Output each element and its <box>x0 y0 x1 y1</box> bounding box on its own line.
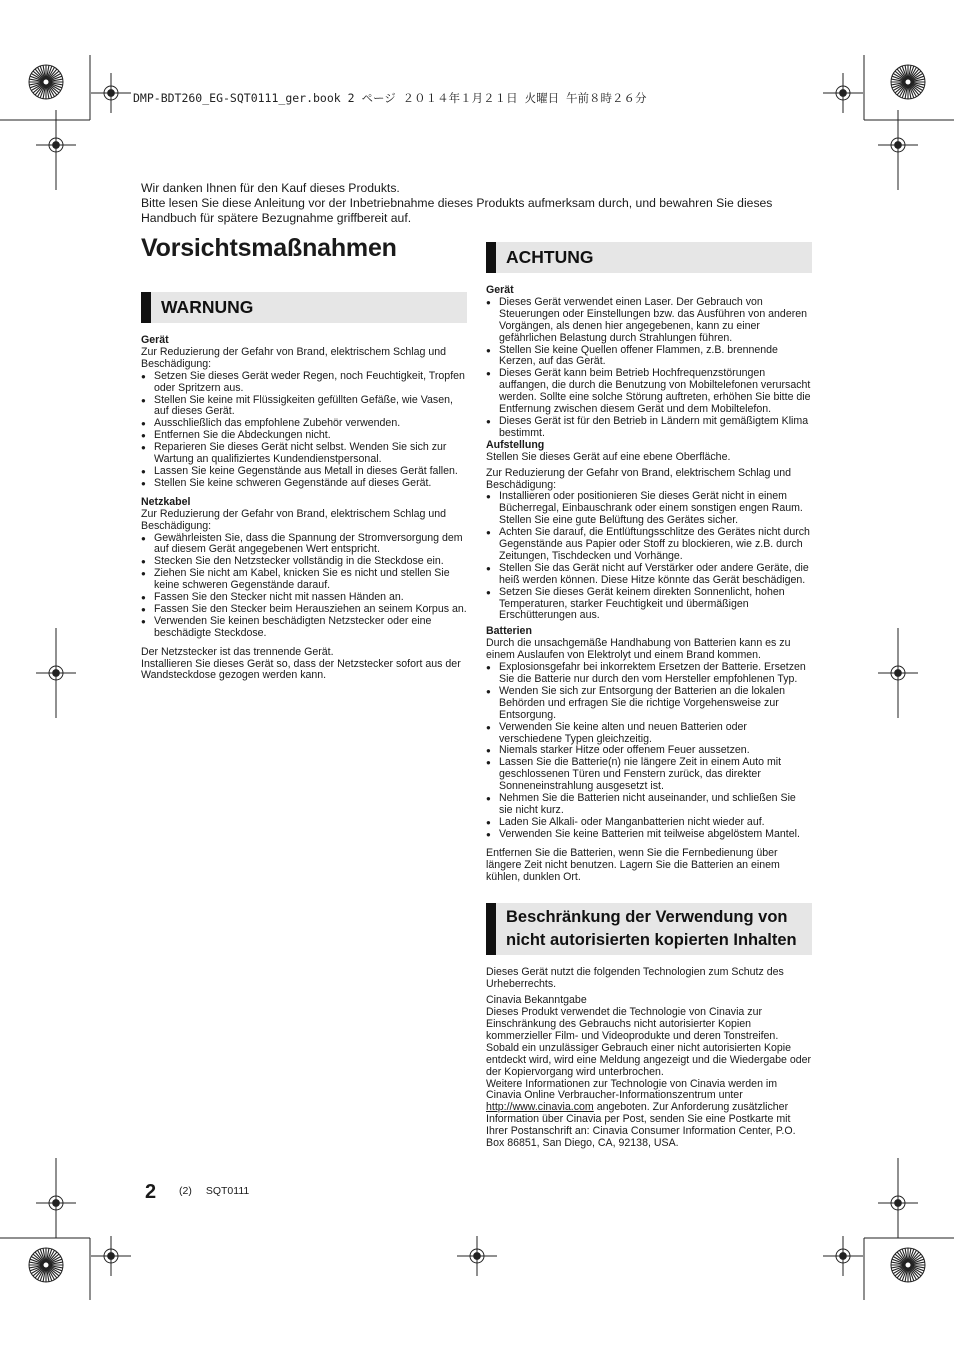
achtung-heading: ACHTUNG <box>486 242 812 273</box>
list-item: ● Stellen Sie das Gerät nicht auf Verstärker oder andere Geräte, die heiß werden können. Diese Hitze könnte das Gerät beschädigen. <box>486 563 812 587</box>
list-item: ● Reparieren Sie dieses Gerät nicht selbst. Wenden Sie sich zur Wartung an qualifiziertes Kundendienstpersonal. <box>141 442 467 466</box>
netzkabel-note-2: Installieren Sie dieses Gerät so, dass der Netzstecker sofort aus der Wandsteckdose gezogen werden kann. <box>141 657 461 682</box>
list-item: ● Explosionsgefahr bei inkorrektem Ersetzen der Batterie. Ersetzen Sie die Batterie nur durch den vom Hersteller empfohlenen Typ. <box>486 662 812 686</box>
list-item: ● Ausschließlich das empfohlene Zubehör verwenden. <box>141 418 467 430</box>
crosshair-dot <box>839 89 847 97</box>
list-item: ● Stellen Sie keine schweren Gegenstände auf dieses Gerät. <box>141 478 467 490</box>
star-target-center <box>906 80 911 85</box>
list-item: ● Niemals starker Hitze oder offenem Feuer aussetzen. <box>486 745 812 757</box>
footer-code <box>179 1185 249 1197</box>
list-item: ● Stellen Sie keine mit Flüssigkeiten gefüllten Gefäße, wie Vasen, auf dieses Gerät. <box>141 395 467 419</box>
cinavia-paragraph-2: Sobald ein unzulässiger Gebrauch einer nicht autorisierten Kopie entdeckt wird, wird eine Meldung angezeigt und die Wiedergabe oder der Kopiervorgang wird unterbrochen. <box>486 1041 812 1078</box>
list-item: ● Lassen Sie keine Gegenstände aus Metall in dieses Gerät fallen. <box>141 466 467 478</box>
cinavia-paragraph-1: Dieses Produkt verwendet die Technologie von Cinavia zur Einschränkung des Gebrauchs nicht autorisierter Kopien kommerzieller Film- und Videoprodukte und deren Tonstreifen. <box>486 1006 779 1042</box>
crosshair-dot <box>52 141 60 149</box>
crosshair-dot <box>52 669 60 677</box>
cinavia-heading-line-2: nicht autorisierten kopierten Inhalten <box>506 930 797 949</box>
list-item: ● Verwenden Sie keinen beschädigten Netzstecker oder eine beschädigte Steckdose. <box>141 616 467 640</box>
crosshair-dot <box>473 1252 481 1260</box>
cinavia-p3-before: Weitere Informationen zur Technologie von Cinavia werden im Cinavia Online Verbraucher-Informationszentrum unter <box>486 1077 778 1102</box>
list-item: ● Entfernen Sie die Abdeckungen nicht. <box>141 430 467 442</box>
list-item: ● Fassen Sie den Stecker beim Herausziehen an seinem Korpus an. <box>141 604 467 616</box>
crosshair-dot <box>107 1252 115 1260</box>
list-item: ● Setzen Sie dieses Gerät weder Regen, noch Feuchtigkeit, Tropfen oder Spritzern aus. <box>141 371 467 395</box>
cinavia-p3-after: angeboten. Zur Anforderung zusätzlicher Information über Cinavia per Post, senden Sie eine Postkarte mit Ihrer Postanschrift an: Cinavia Consumer Information Center, P.O. Box 86851, San Diego, CA, 92138, USA. <box>486 1101 796 1150</box>
page-ref: (2) <box>179 1185 192 1197</box>
crosshair-dot <box>894 141 902 149</box>
intro-line-2: Bitte lesen Sie diese Anleitung vor der Inbetriebnahme dieses Produkts aufmerksam durch, und bewahren Sie dieses Handbuch für spätere Bezugnahme griffbereit auf. <box>141 196 773 225</box>
list-item: ● Verwenden Sie keine alten und neuen Batterien oder verschiedene Typen gleichzeitig. <box>486 722 812 746</box>
list-item: ● Fassen Sie den Stecker nicht mit nassen Händen an. <box>141 592 467 604</box>
batterien-intro: Durch die unsachgemäße Handhabung von Batterien kann es zu einem Auslaufen von Elektrolyt und einem Brand kommen. <box>486 637 791 662</box>
list-item: ● Dieses Gerät verwendet einen Laser. Der Gebrauch von Steuerungen oder Einstellungen bzw. das Ausführen von anderen Vorgängen, als denen hier angegebenen, kann zu einer gefährlichen Belastung durch Strahlungen führen. <box>486 297 812 345</box>
crosshair-dot <box>894 1199 902 1207</box>
list-item: ● Lassen Sie die Batterie(n) nie längere Zeit in einem Auto mit geschlossenen Türen und Fenstern zurück, das direkter Sonneneinstrahlung ausgesetzt ist. <box>486 757 812 793</box>
netzkabel-note-1: Der Netzstecker ist das trennende Gerät. <box>141 645 334 658</box>
list-item: ● Installieren oder positionieren Sie dieses Gerät nicht in einem Bücherregal, Einbauschrank oder einem sonstigen engen Raum. Stellen Sie eine gute Belüftung des Gerätes sicher. <box>486 491 812 527</box>
star-target-center <box>44 1263 49 1268</box>
list-item: ● Gewährleisten Sie, dass die Spannung der Stromversorgung dem auf diesem Gerät angegebenen Wert entspricht. <box>141 533 467 557</box>
page-number: 2 <box>145 1181 157 1203</box>
list-item: ● Dieses Gerät kann beim Betrieb Hochfrequenzstörungen auffangen, die durch die Benutzung von Mobiltelefonen verursacht werden. Sollte eine solche Störung auftreten, erhöhen Sie bitte die Entfernung zwischen diesem Gerät und dem Mobiltelefon. <box>486 368 812 416</box>
batterien-note: Entfernen Sie die Batterien, wenn Sie die Fernbedienung über längere Zeit nicht benutzen. Lagern Sie die Batterien an einem kühlen, dunklen Ort. <box>486 846 780 883</box>
aufstellung-line: Stellen Sie dieses Gerät auf eine ebene Oberfläche. <box>486 450 731 463</box>
star-target-center <box>906 1263 911 1268</box>
star-target-center <box>44 80 49 85</box>
cinavia-url-link[interactable]: http://www.cinavia.com <box>486 1101 594 1114</box>
warnung-column <box>141 292 467 682</box>
batterien-title: Batterien <box>486 625 532 638</box>
doc-code: SQT0111 <box>205 1185 250 1197</box>
list-item: ● Setzen Sie dieses Gerät keinem direkten Sonnenlicht, hohen Temperaturen, starker Feuchtigkeit und übermäßigen Erschütterungen aus. <box>486 587 812 623</box>
list-item: ● Nehmen Sie die Batterien nicht auseinander, und schließen Sie sie nicht kurz. <box>486 793 812 817</box>
achtung-geraet-title: Gerät <box>486 284 514 296</box>
intro-line-1: Wir danken Ihnen für den Kauf dieses Produkts. <box>141 181 400 195</box>
crosshair-dot <box>52 1199 60 1207</box>
cinavia-paragraph-3 <box>486 1079 812 1150</box>
warnung-netzkabel-title: Netzkabel <box>141 495 191 508</box>
list-item: ● Verwenden Sie keine Batterien mit teilweise abgelöstem Mantel. <box>486 829 812 841</box>
page-title: Vorsichtsmaßnahmen <box>141 234 397 262</box>
achtung-column <box>486 242 812 1150</box>
list-item: ● Ziehen Sie nicht am Kabel, knicken Sie es nicht und stellen Sie keine schweren Gegenstände darauf. <box>141 568 467 592</box>
intro-text <box>141 181 821 226</box>
list-item: ● Laden Sie Alkali- oder Manganbatterien nicht wieder auf. <box>486 817 812 829</box>
warnung-geraet-title: Gerät <box>141 334 169 346</box>
cinavia-label: Cinavia Bekanntgabe <box>486 994 587 1007</box>
list-item: ● Dieses Gerät ist für den Betrieb in Ländern mit gemäßigtem Klima bestimmt. <box>486 416 812 440</box>
cinavia-intro: Dieses Gerät nutzt die folgenden Technologien zum Schutz des Urheberrechts. <box>486 966 784 991</box>
cinavia-heading-line-1: Beschränkung der Verwendung von <box>506 908 788 927</box>
cinavia-heading <box>486 903 812 955</box>
list-item: ● Wenden Sie sich zur Entsorgung der Batterien an die lokalen Behörden und erfragen Sie die richtige Vorgehensweise zur Entsorgung. <box>486 686 812 722</box>
warnung-geraet-intro: Zur Reduzierung der Gefahr von Brand, elektrischem Schlag und Beschädigung: <box>141 345 447 370</box>
crosshair-dot <box>894 669 902 677</box>
aufstellung-title: Aufstellung <box>486 438 545 451</box>
file-header-line: DMP-BDT260_EG-SQT0111_ger.book 2 ページ ２０１４年１月２１日 火曜日 午前８時２６分 <box>133 91 647 105</box>
batterien-list <box>486 662 812 841</box>
list-item: ● Achten Sie darauf, die Entlüftungsschlitze des Gerätes nicht durch Gegenstände aus Papier oder Stoff zu blockieren, wie z.B. durch Zeitungen, Tischdecken und Vorhänge. <box>486 527 812 563</box>
aufstellung-intro: Zur Reduzierung der Gefahr von Brand, elektrischem Schlag und Beschädigung: <box>486 466 792 491</box>
list-item: ● Stellen Sie keine Quellen offener Flammen, z.B. brennende Kerzen, auf das Gerät. <box>486 345 812 369</box>
warnung-netzkabel-intro: Zur Reduzierung der Gefahr von Brand, elektrischem Schlag und Beschädigung: <box>141 507 447 532</box>
achtung-geraet-list <box>486 297 812 440</box>
warnung-netzkabel-list <box>141 533 467 640</box>
crosshair-dot <box>839 1252 847 1260</box>
warnung-heading: WARNUNG <box>141 292 467 323</box>
list-item: ● Stecken Sie den Netzstecker vollständig in die Steckdose ein. <box>141 556 467 568</box>
aufstellung-list <box>486 491 812 622</box>
crosshair-dot <box>107 89 115 97</box>
warnung-geraet-list <box>141 371 467 490</box>
